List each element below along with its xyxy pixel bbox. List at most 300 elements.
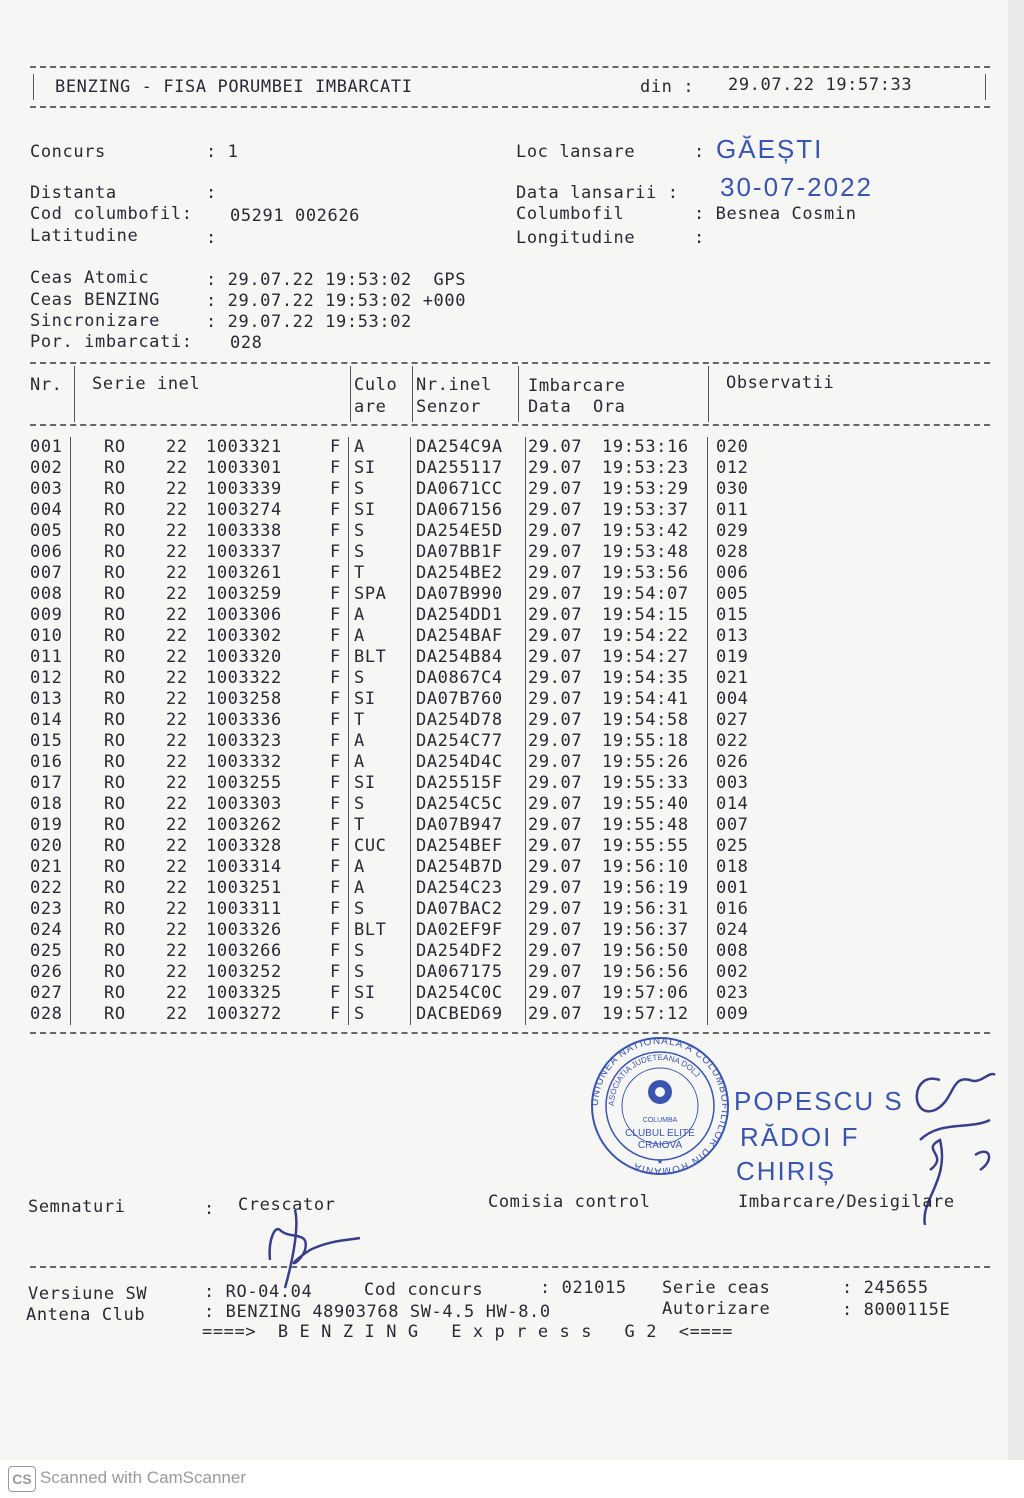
cell-an: 22: [166, 752, 188, 772]
cell-culoare: BLT: [354, 647, 387, 667]
cell-an: 22: [166, 815, 188, 835]
row-separator: [525, 710, 526, 731]
cell-ora: 19:56:31: [602, 899, 689, 919]
cell-obs: 023: [716, 983, 749, 1003]
cell-an: 22: [166, 437, 188, 457]
cell-tara: RO: [104, 437, 126, 457]
row-separator: [707, 605, 708, 626]
cell-an: 22: [166, 605, 188, 625]
antena-label: Antena Club: [26, 1305, 146, 1325]
table-row: [28, 878, 988, 899]
cell-inel: 1003266: [206, 941, 282, 961]
cell-ora: 19:53:29: [602, 479, 689, 499]
cell-tara: RO: [104, 941, 126, 961]
row-separator: [707, 941, 708, 962]
row-separator: [707, 647, 708, 668]
cell-data: 29.07: [528, 920, 583, 940]
cell-inel: 1003321: [206, 437, 282, 457]
cell-ora: 19:56:56: [602, 962, 689, 982]
cell-senzor: DA07B990: [416, 584, 503, 604]
row-separator: [707, 458, 708, 479]
cell-senzor: DA07BAC2: [416, 899, 503, 919]
cell-tara: RO: [104, 1004, 126, 1024]
row-separator: [348, 605, 349, 626]
row-separator: [348, 815, 349, 836]
row-separator: [707, 836, 708, 857]
semnaturi-colon: :: [204, 1199, 215, 1219]
cell-senzor: DA067156: [416, 500, 503, 520]
cell-nr: 019: [30, 815, 63, 835]
cell-sex: F: [330, 815, 341, 835]
col-header-senzor: Senzor: [416, 397, 482, 417]
table-sep: [412, 366, 413, 422]
camscanner-logo-icon: CS: [8, 1466, 36, 1492]
cell-nr: 017: [30, 773, 63, 793]
document-title: BENZING - FISA PORUMBEI IMBARCATI: [55, 77, 413, 97]
cell-senzor: DA254B84: [416, 647, 503, 667]
row-separator: [410, 941, 411, 962]
table-row: [28, 500, 988, 521]
cell-data: 29.07: [528, 542, 583, 562]
cell-an: 22: [166, 458, 188, 478]
row-separator: [348, 983, 349, 1004]
cell-an: 22: [166, 899, 188, 919]
comisia-label: Comisia control: [488, 1192, 651, 1212]
col-header-observatii: Observatii: [726, 373, 835, 393]
cell-inel: 1003255: [206, 773, 282, 793]
versiune-value: : RO-04.04: [204, 1282, 313, 1302]
cell-an: 22: [166, 857, 188, 877]
cell-ora: 19:55:55: [602, 836, 689, 856]
benzing-express-banner: ====> B E N Z I N G E x p r e s s G 2 <====: [202, 1322, 733, 1342]
cell-culoare: A: [354, 857, 365, 877]
cell-inel: 1003326: [206, 920, 282, 940]
row-separator: [410, 836, 411, 857]
cell-inel: 1003337: [206, 542, 282, 562]
row-separator: [348, 584, 349, 605]
cell-data: 29.07: [528, 437, 583, 457]
cell-obs: 020: [716, 437, 749, 457]
crescator-label: Crescator: [238, 1195, 336, 1215]
row-separator: [707, 479, 708, 500]
table-row: [28, 668, 988, 689]
row-separator: [525, 731, 526, 752]
table-sep: [518, 366, 519, 422]
row-separator: [410, 899, 411, 920]
row-separator: [525, 689, 526, 710]
cell-obs: 021: [716, 668, 749, 688]
cell-inel: 1003338: [206, 521, 282, 541]
cell-data: 29.07: [528, 878, 583, 898]
cell-data: 29.07: [528, 689, 583, 709]
cell-culoare: S: [354, 794, 365, 814]
cell-culoare: T: [354, 563, 365, 583]
stamp-outer-text: UNIUNEA NATIONALA A COLUMBOFILILOR DIN ROMANIA: [589, 1036, 731, 1176]
row-separator: [410, 920, 411, 941]
cell-tara: RO: [104, 962, 126, 982]
cell-ora: 19:53:48: [602, 542, 689, 562]
row-separator: [70, 626, 71, 647]
distanta-value: :: [206, 183, 217, 203]
cell-nr: 013: [30, 689, 63, 709]
cell-nr: 004: [30, 500, 63, 520]
cell-an: 22: [166, 584, 188, 604]
cell-ora: 19:54:27: [602, 647, 689, 667]
cell-an: 22: [166, 983, 188, 1003]
cell-nr: 005: [30, 521, 63, 541]
table-bottom-border: [30, 1032, 990, 1034]
cell-obs: 006: [716, 563, 749, 583]
cell-ora: 19:53:42: [602, 521, 689, 541]
row-separator: [410, 731, 411, 752]
cell-nr: 014: [30, 710, 63, 730]
table-row: [28, 626, 988, 647]
row-separator: [525, 668, 526, 689]
header-right-border: [985, 74, 986, 100]
sincronizare-value: : 29.07.22 19:53:02: [206, 312, 412, 332]
cell-nr: 021: [30, 857, 63, 877]
cell-nr: 023: [30, 899, 63, 919]
table-row: [28, 815, 988, 836]
row-separator: [70, 899, 71, 920]
row-separator: [348, 479, 349, 500]
cell-ora: 19:55:18: [602, 731, 689, 751]
row-separator: [348, 731, 349, 752]
cell-sex: F: [330, 920, 341, 940]
table-sep: [708, 366, 709, 422]
cell-nr: 022: [30, 878, 63, 898]
cell-data: 29.07: [528, 626, 583, 646]
cell-tara: RO: [104, 542, 126, 562]
table-sep: [350, 366, 351, 422]
row-separator: [525, 794, 526, 815]
cell-ora: 19:56:19: [602, 878, 689, 898]
data-lansarii-handwritten: 30-07-2022: [720, 172, 873, 202]
row-separator: [525, 815, 526, 836]
stamp-inner-text: ASOCIATIA JUDETEANA DOLJ: [606, 1052, 702, 1107]
cell-ora: 19:55:40: [602, 794, 689, 814]
cell-nr: 009: [30, 605, 63, 625]
cell-data: 29.07: [528, 668, 583, 688]
row-separator: [525, 920, 526, 941]
row-separator: [348, 689, 349, 710]
cell-inel: 1003261: [206, 563, 282, 583]
header-left-border: [33, 74, 34, 100]
cell-sex: F: [330, 941, 341, 961]
cell-tara: RO: [104, 920, 126, 940]
cell-nr: 008: [30, 584, 63, 604]
header-date-label: din :: [640, 77, 695, 97]
row-separator: [348, 920, 349, 941]
cell-tara: RO: [104, 521, 126, 541]
row-separator: [707, 521, 708, 542]
row-separator: [348, 857, 349, 878]
row-separator: [348, 752, 349, 773]
cell-culoare: S: [354, 479, 365, 499]
row-separator: [410, 668, 411, 689]
cell-sex: F: [330, 962, 341, 982]
table-row: [28, 689, 988, 710]
cell-senzor: DA07BB1F: [416, 542, 503, 562]
cell-an: 22: [166, 479, 188, 499]
cell-ora: 19:55:33: [602, 773, 689, 793]
cell-inel: 1003314: [206, 857, 282, 877]
cell-culoare: A: [354, 878, 365, 898]
cell-data: 29.07: [528, 710, 583, 730]
col-header-data-ora: Data Ora: [528, 397, 626, 417]
col-header-imbarcare: Imbarcare: [528, 376, 626, 396]
cell-inel: 1003311: [206, 899, 282, 919]
cell-obs: 027: [716, 710, 749, 730]
table-row: [28, 941, 988, 962]
cell-obs: 029: [716, 521, 749, 541]
cell-senzor: DA067175: [416, 962, 503, 982]
cell-culoare: T: [354, 710, 365, 730]
table-top-border: [30, 362, 990, 364]
row-separator: [70, 605, 71, 626]
cell-inel: 1003259: [206, 584, 282, 604]
cell-sex: F: [330, 857, 341, 877]
row-separator: [348, 878, 349, 899]
cell-inel: 1003258: [206, 689, 282, 709]
cell-senzor: DA254D4C: [416, 752, 503, 772]
table-row: [28, 899, 988, 920]
ceas-atomic-value: : 29.07.22 19:53:02 GPS: [206, 270, 467, 290]
row-separator: [707, 584, 708, 605]
cell-inel: 1003325: [206, 983, 282, 1003]
cell-tara: RO: [104, 731, 126, 751]
row-separator: [348, 710, 349, 731]
cell-data: 29.07: [528, 941, 583, 961]
cell-senzor: DA254C9A: [416, 437, 503, 457]
row-separator: [707, 983, 708, 1004]
cell-tara: RO: [104, 647, 126, 667]
cell-data: 29.07: [528, 794, 583, 814]
table-row: [28, 1004, 988, 1025]
cell-tara: RO: [104, 773, 126, 793]
row-separator: [707, 857, 708, 878]
cell-sex: F: [330, 710, 341, 730]
cell-obs: 022: [716, 731, 749, 751]
cell-obs: 016: [716, 899, 749, 919]
cell-sex: F: [330, 1004, 341, 1024]
distanta-label: Distanta: [30, 183, 117, 203]
cell-obs: 004: [716, 689, 749, 709]
cell-inel: 1003252: [206, 962, 282, 982]
table-row: [28, 647, 988, 668]
row-separator: [348, 836, 349, 857]
cell-nr: 027: [30, 983, 63, 1003]
cell-sex: F: [330, 794, 341, 814]
cell-inel: 1003332: [206, 752, 282, 772]
cell-ora: 19:54:15: [602, 605, 689, 625]
cell-nr: 006: [30, 542, 63, 562]
table-row: [28, 731, 988, 752]
cell-senzor: DA0867C4: [416, 668, 503, 688]
row-separator: [525, 899, 526, 920]
table-row: [28, 752, 988, 773]
row-separator: [707, 500, 708, 521]
cell-sex: F: [330, 689, 341, 709]
cell-culoare: SI: [354, 773, 376, 793]
cell-inel: 1003336: [206, 710, 282, 730]
cell-ora: 19:56:50: [602, 941, 689, 961]
cell-nr: 026: [30, 962, 63, 982]
table-row: [28, 710, 988, 731]
autorizare-label: Autorizare: [662, 1299, 771, 1319]
row-separator: [707, 773, 708, 794]
cell-inel: 1003339: [206, 479, 282, 499]
row-separator: [70, 920, 71, 941]
latitudine-label: Latitudine: [30, 226, 139, 246]
table-row: [28, 563, 988, 584]
cell-sex: F: [330, 521, 341, 541]
cell-culoare: A: [354, 731, 365, 751]
cell-sex: F: [330, 647, 341, 667]
cell-ora: 19:56:37: [602, 920, 689, 940]
header-date-value: 29.07.22 19:57:33: [728, 75, 913, 95]
cell-obs: 015: [716, 605, 749, 625]
cell-culoare: SPA: [354, 584, 387, 604]
row-separator: [70, 689, 71, 710]
cell-sex: F: [330, 563, 341, 583]
autorizare-value: : 8000115E: [842, 1300, 951, 1320]
cell-inel: 1003262: [206, 815, 282, 835]
cell-data: 29.07: [528, 584, 583, 604]
cell-data: 29.07: [528, 563, 583, 583]
cell-nr: 016: [30, 752, 63, 772]
row-separator: [348, 899, 349, 920]
row-separator: [525, 941, 526, 962]
cell-tara: RO: [104, 710, 126, 730]
loc-lansare-colon: :: [694, 142, 705, 162]
row-separator: [70, 794, 71, 815]
cell-ora: 19:54:35: [602, 668, 689, 688]
cell-an: 22: [166, 962, 188, 982]
cell-nr: 012: [30, 668, 63, 688]
cell-sex: F: [330, 500, 341, 520]
row-separator: [70, 437, 71, 458]
cell-data: 29.07: [528, 458, 583, 478]
cell-inel: 1003251: [206, 878, 282, 898]
row-separator: [410, 479, 411, 500]
scanner-watermark-bar: [0, 1460, 1024, 1498]
cell-sex: F: [330, 605, 341, 625]
cell-an: 22: [166, 731, 188, 751]
stamp-center-3: CRAIOVA: [637, 1140, 683, 1151]
cell-tara: RO: [104, 752, 126, 772]
cod-concurs-label: Cod concurs: [364, 1280, 484, 1300]
cell-inel: 1003323: [206, 731, 282, 751]
cell-ora: 19:54:58: [602, 710, 689, 730]
ceas-benzing-value: : 29.07.22 19:53:02 +000: [206, 291, 467, 311]
row-separator: [707, 626, 708, 647]
cell-an: 22: [166, 710, 188, 730]
cell-culoare: SI: [354, 983, 376, 1003]
cell-inel: 1003301: [206, 458, 282, 478]
row-separator: [348, 458, 349, 479]
row-separator: [70, 941, 71, 962]
cell-obs: 007: [716, 815, 749, 835]
cell-data: 29.07: [528, 983, 583, 1003]
row-separator: [410, 983, 411, 1004]
loc-lansare-handwritten: GĂEȘTI: [716, 134, 824, 164]
row-separator: [70, 752, 71, 773]
row-separator: [525, 962, 526, 983]
row-separator: [348, 437, 349, 458]
row-separator: [348, 668, 349, 689]
cell-data: 29.07: [528, 521, 583, 541]
row-separator: [525, 626, 526, 647]
row-separator: [525, 605, 526, 626]
table-row: [28, 521, 988, 542]
cell-ora: 19:53:37: [602, 500, 689, 520]
row-separator: [707, 920, 708, 941]
row-separator: [707, 542, 708, 563]
row-separator: [70, 500, 71, 521]
cell-an: 22: [166, 836, 188, 856]
handwritten-name-1: POPESCU S: [734, 1086, 904, 1116]
stamp-star-icon: ★: [656, 1156, 664, 1167]
cell-culoare: S: [354, 668, 365, 688]
row-separator: [525, 878, 526, 899]
cell-data: 29.07: [528, 647, 583, 667]
data-lansarii-label: Data lansarii :: [516, 183, 679, 203]
cell-obs: 024: [716, 920, 749, 940]
row-separator: [348, 794, 349, 815]
cell-senzor: DA254D78: [416, 710, 503, 730]
cell-data: 29.07: [528, 1004, 583, 1024]
cell-sex: F: [330, 836, 341, 856]
camscanner-text: Scanned with CamScanner: [40, 1468, 247, 1487]
cell-obs: 014: [716, 794, 749, 814]
cell-tara: RO: [104, 983, 126, 1003]
row-separator: [525, 584, 526, 605]
cell-obs: 013: [716, 626, 749, 646]
cell-nr: 011: [30, 647, 63, 667]
cell-senzor: DA25515F: [416, 773, 503, 793]
ceas-atomic-label: Ceas Atomic: [30, 268, 150, 288]
stamp-center-2: CLUBUL ELITE: [625, 1128, 695, 1139]
row-separator: [70, 731, 71, 752]
row-separator: [70, 521, 71, 542]
row-separator: [525, 563, 526, 584]
cell-tara: RO: [104, 899, 126, 919]
cell-culoare: S: [354, 962, 365, 982]
columbofil-label: Columbofil: [516, 204, 625, 224]
cell-tara: RO: [104, 836, 126, 856]
table-row: [28, 437, 988, 458]
cell-nr: 020: [30, 836, 63, 856]
cell-obs: 002: [716, 962, 749, 982]
cell-sex: F: [330, 983, 341, 1003]
row-separator: [410, 689, 411, 710]
table-row: [28, 983, 988, 1004]
row-separator: [525, 983, 526, 1004]
cell-data: 29.07: [528, 731, 583, 751]
cell-an: 22: [166, 668, 188, 688]
cell-culoare: A: [354, 626, 365, 646]
cell-culoare: CUC: [354, 836, 387, 856]
cell-senzor: DA254DD1: [416, 605, 503, 625]
table-row: [28, 857, 988, 878]
cell-sex: F: [330, 437, 341, 457]
cell-an: 22: [166, 647, 188, 667]
cell-nr: 024: [30, 920, 63, 940]
table-row: [28, 605, 988, 626]
cell-senzor: DA254C0C: [416, 983, 503, 1003]
cell-an: 22: [166, 773, 188, 793]
